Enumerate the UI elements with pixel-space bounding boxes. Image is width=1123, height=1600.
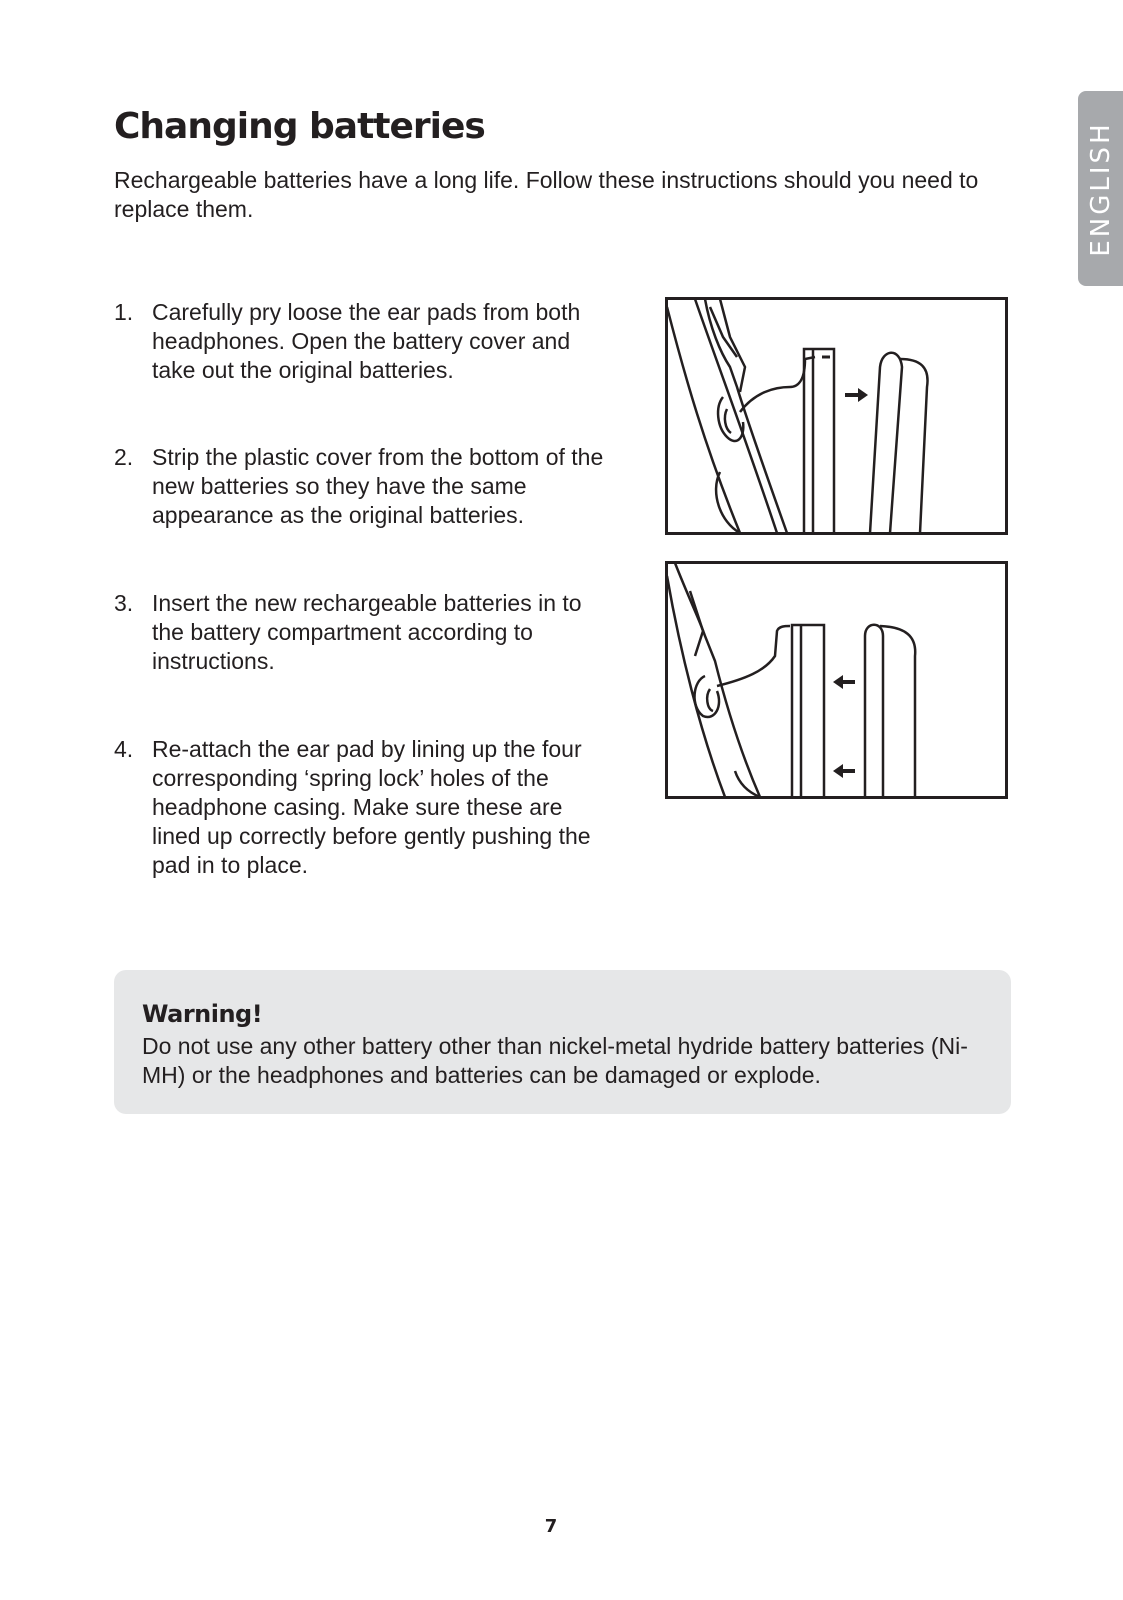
warning-box: [114, 970, 1011, 1114]
step-text: Carefully pry loose the ear pads from both headphones. Open the battery cover and take out the original batteries.: [152, 299, 581, 383]
step-text: Re-attach the ear pad by lining up the four corresponding ‘spring lock’ holes of the headphone casing. Make sure these are lined up correctly before gently pushing the pad in to place.: [152, 736, 591, 878]
intro-paragraph: Rechargeable batteries have a long life. Follow these instructions should you need to replace them.: [114, 167, 979, 222]
step-number: 3.: [114, 590, 134, 616]
step-item: [114, 298, 604, 385]
warning-title: Warning!: [142, 1000, 263, 1028]
battery-removal-illustration: [665, 297, 1008, 535]
step-number: 1.: [114, 299, 134, 325]
warning-text: Do not use any other battery other than nickel-metal hydride battery batteries (Ni-MH) or the headphones and batteries can be damaged or explode.: [142, 1033, 968, 1088]
step-number: 2.: [114, 444, 134, 470]
step-text: Strip the plastic cover from the bottom of the new batteries so they have the same appearance as the original batteries.: [152, 444, 604, 528]
language-tab-label: ENGLISH: [1085, 120, 1116, 257]
page-title: Changing batteries: [114, 106, 485, 147]
step-text: Insert the new rechargeable batteries in to the battery compartment according to instructions.: [152, 590, 582, 674]
step-item: [114, 443, 604, 530]
battery-insertion-illustration: [665, 561, 1008, 799]
language-tab: [1078, 91, 1123, 286]
step-item: [114, 589, 604, 676]
page-number: 7: [544, 1516, 558, 1537]
step-number: 4.: [114, 736, 134, 762]
step-item: [114, 735, 604, 880]
